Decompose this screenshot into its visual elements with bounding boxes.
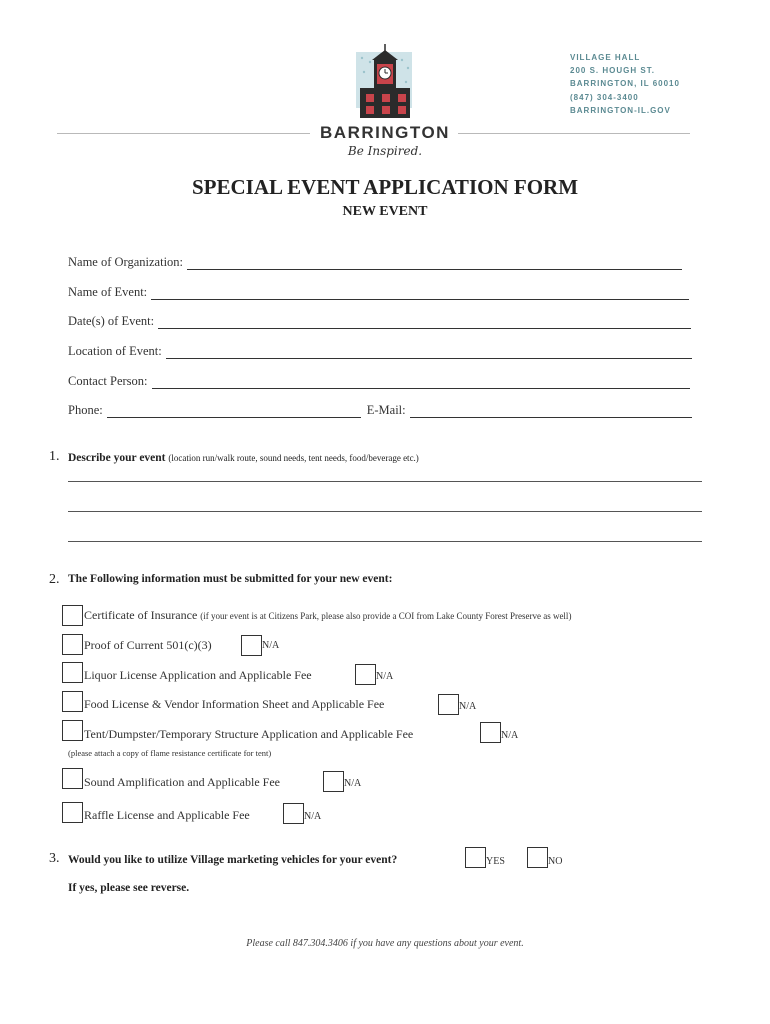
liquor-license-na-checkbox[interactable]: [355, 664, 376, 685]
checkbox-label: Proof of Current 501(c)(3): [84, 638, 212, 652]
address-line: 200 S. HOUGH ST.: [570, 66, 655, 76]
address-line: (847) 304-3400: [570, 92, 639, 102]
marketing-yes-checkbox[interactable]: [465, 847, 486, 868]
header-divider-right: [458, 133, 690, 134]
describe-line[interactable]: [68, 481, 702, 482]
marketing-no-checkbox[interactable]: [527, 847, 548, 868]
dates-label: Date(s) of Event:: [68, 314, 155, 328]
village-address: [570, 51, 680, 117]
email-line[interactable]: [410, 406, 692, 418]
brand-name: BARRINGTON: [320, 123, 450, 142]
phone-line[interactable]: [107, 406, 361, 418]
question-label: Describe your event: [68, 452, 166, 464]
na-label: N/A: [501, 730, 519, 741]
na-label: N/A: [304, 811, 322, 822]
phone-label: Phone:: [68, 403, 103, 417]
address-line: VILLAGE HALL: [570, 53, 641, 62]
email-label: E-Mail:: [366, 403, 406, 417]
na-label: N/A: [459, 701, 477, 712]
contact-line[interactable]: [152, 377, 690, 389]
checkbox-label: Sound Amplification and Applicable Fee: [84, 775, 280, 789]
food-license-checkbox[interactable]: [62, 691, 83, 712]
question-marketing: Would you like to utilize Village marketing vehicles for your event?: [68, 854, 398, 866]
question-number: 2.: [49, 572, 60, 587]
no-label: NO: [548, 856, 563, 867]
describe-line[interactable]: [68, 541, 702, 542]
brand-tagline: Be Inspired.: [347, 144, 423, 158]
insurance-item: [84, 608, 571, 623]
form-title: SPECIAL EVENT APPLICATION FORM: [191, 175, 579, 199]
address-line: BARRINGTON, IL 60010: [570, 79, 680, 89]
na-label: N/A: [262, 640, 280, 651]
yes-label: YES: [486, 856, 505, 867]
footer-note: Please call 847.304.3406 if you have any questions about your event.: [246, 938, 524, 949]
raffle-license-na-checkbox[interactable]: [283, 803, 304, 824]
checkbox-label: Liquor License Application and Applicable Fee: [84, 668, 312, 682]
location-field[interactable]: [68, 344, 692, 359]
liquor-license-checkbox[interactable]: [62, 662, 83, 683]
question-describe-event: [68, 452, 419, 464]
checkbox-label: Raffle License and Applicable Fee: [84, 808, 250, 822]
insurance-checkbox[interactable]: [62, 605, 83, 626]
na-label: N/A: [344, 778, 362, 789]
proof-501c3-na-checkbox[interactable]: [241, 635, 262, 656]
checkbox-note: (if your event is at Citizens Park, please also provide a COI from Lake County Forest Preserve as well): [200, 611, 572, 621]
location-line[interactable]: [166, 347, 692, 359]
dates-line[interactable]: [158, 317, 691, 329]
clock-tower-icon: [352, 42, 418, 122]
describe-line[interactable]: [68, 511, 702, 512]
question-hint: (location run/walk route, sound needs, tent needs, food/beverage etc.): [168, 453, 419, 463]
contact-label: Contact Person:: [68, 374, 148, 388]
see-reverse-note: If yes, please see reverse.: [68, 882, 190, 894]
sound-amplification-na-checkbox[interactable]: [323, 771, 344, 792]
address-line: BARRINGTON-IL.GOV: [570, 105, 671, 115]
organization-line[interactable]: [187, 258, 682, 270]
question-number: 3.: [49, 851, 60, 866]
dates-field[interactable]: [68, 314, 691, 329]
organization-label: Name of Organization:: [68, 255, 184, 269]
location-label: Location of Event:: [68, 344, 162, 358]
header-divider-left: [57, 133, 310, 134]
tent-structure-na-checkbox[interactable]: [480, 722, 501, 743]
tent-note: (please attach a copy of flame resistance certificate for tent): [68, 748, 272, 758]
tent-structure-checkbox[interactable]: [62, 720, 83, 741]
contact-field[interactable]: [68, 374, 690, 389]
phone-field[interactable]: [68, 403, 692, 418]
form-subtitle: NEW EVENT: [342, 204, 428, 219]
organization-field[interactable]: [68, 255, 682, 270]
raffle-license-checkbox[interactable]: [62, 802, 83, 823]
question-number: 1.: [49, 449, 60, 464]
event-name-field[interactable]: [68, 285, 689, 300]
na-label: N/A: [376, 671, 394, 682]
checkbox-label: Certificate of Insurance: [84, 608, 198, 622]
checkbox-label: Food License & Vendor Information Sheet and Applicable Fee: [84, 697, 385, 711]
question-required-docs: The Following information must be submitted for your new event:: [68, 573, 393, 585]
proof-501c3-checkbox[interactable]: [62, 634, 83, 655]
food-license-na-checkbox[interactable]: [438, 694, 459, 715]
event-name-line[interactable]: [151, 288, 689, 300]
checkbox-label: Tent/Dumpster/Temporary Structure Application and Applicable Fee: [84, 727, 414, 741]
sound-amplification-checkbox[interactable]: [62, 768, 83, 789]
event-name-label: Name of Event:: [68, 285, 148, 299]
